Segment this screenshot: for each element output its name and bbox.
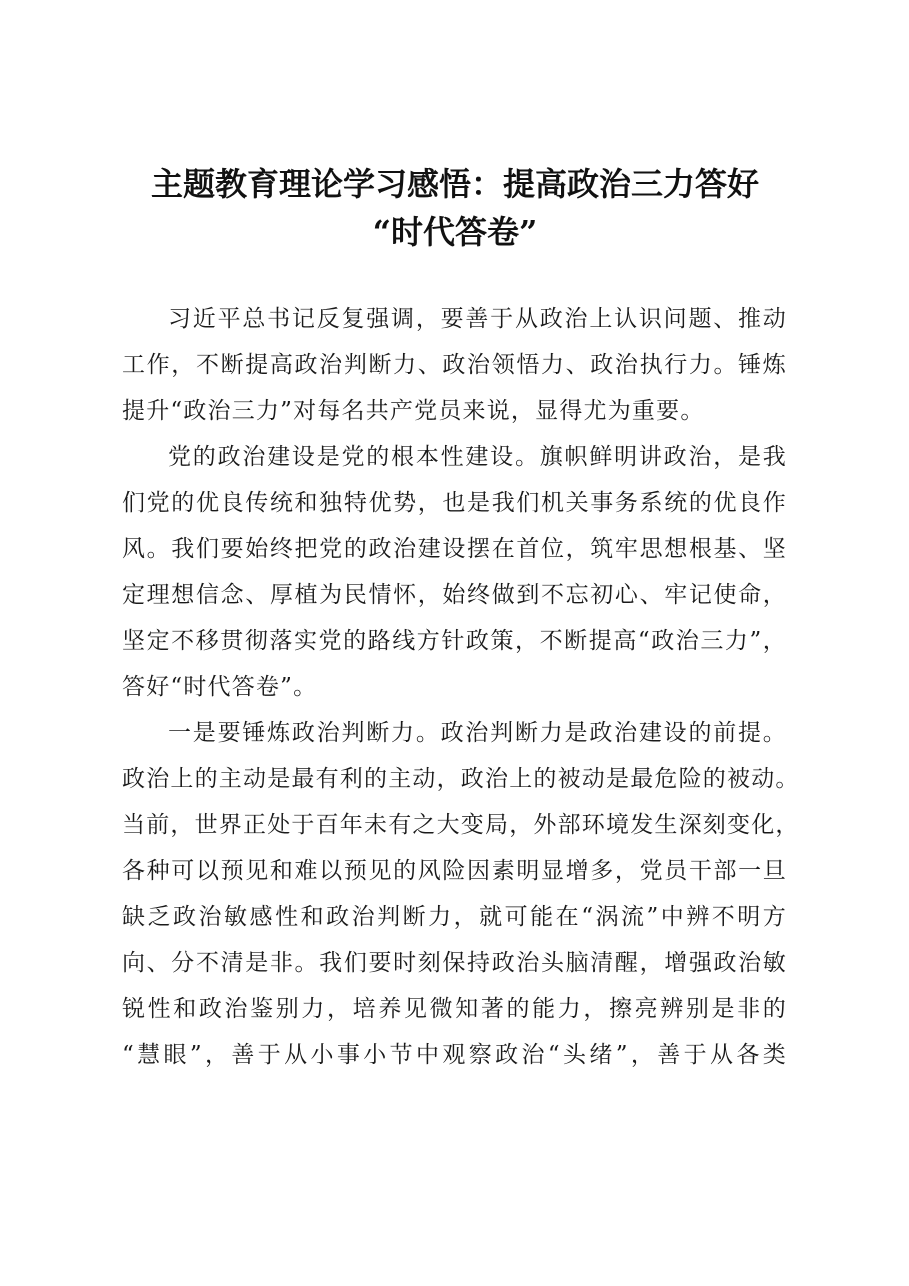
text-line: 定理想信念、厚植为民情怀，始终做到不忘初心、牢记使命，: [122, 582, 787, 608]
text-line: 当前，世界正处于百年未有之大变局，外部环境发生深刻变化，: [122, 812, 800, 838]
text-line: 坚定不移贯彻落实党的路线方针政策，不断提高“政治三力”，: [122, 628, 787, 654]
text-line: 缺乏政治敏感性和政治判断力，就可能在“涡流”中辨不明方: [122, 904, 787, 930]
text-line: 答好“时代答卷”。: [122, 674, 318, 700]
paragraph-3: [122, 710, 800, 1078]
paragraph-2: [122, 434, 787, 710]
text-line: 一是要锤炼政治判断力。政治判断力是政治建设的前提。: [168, 720, 787, 746]
title-line-1: 主题教育理论学习感悟：提高政治三力答好: [150, 165, 759, 203]
document-body: [122, 296, 800, 1078]
text-line: “慧眼”，善于从小事小节中观察政治“头绪”，善于从各类: [122, 1042, 787, 1068]
text-line: 政治上的主动是最有利的主动，政治上的被动是最危险的被动。: [122, 766, 800, 792]
text-line: 党的政治建设是党的根本性建设。旗帜鲜明讲政治，是我: [168, 444, 787, 470]
text-line: 向、分不清是非。我们要时刻保持政治头脑清醒，增强政治敏: [122, 950, 787, 976]
text-line: 工作，不断提高政治判断力、政治领悟力、政治执行力。锤炼: [122, 352, 787, 378]
paragraph-1: [122, 296, 787, 434]
text-line: 各种可以预见和难以预见的风险因素明显增多，党员干部一旦: [122, 858, 787, 884]
text-line: 们党的优良传统和独特优势，也是我们机关事务系统的优良作: [122, 490, 787, 516]
text-line: 风。我们要始终把党的政治建设摆在首位，筑牢思想根基、坚: [122, 536, 787, 562]
text-line: 提升“政治三力”对每名共产党员来说，显得尤为重要。: [122, 398, 705, 424]
document-title: [120, 160, 790, 256]
text-line: 锐性和政治鉴别力，培养见微知著的能力，擦亮辨别是非的: [122, 996, 787, 1022]
title-line-2: “时代答卷”: [372, 213, 538, 251]
text-line: 习近平总书记反复强调，要善于从政治上认识问题、推动: [168, 306, 787, 332]
